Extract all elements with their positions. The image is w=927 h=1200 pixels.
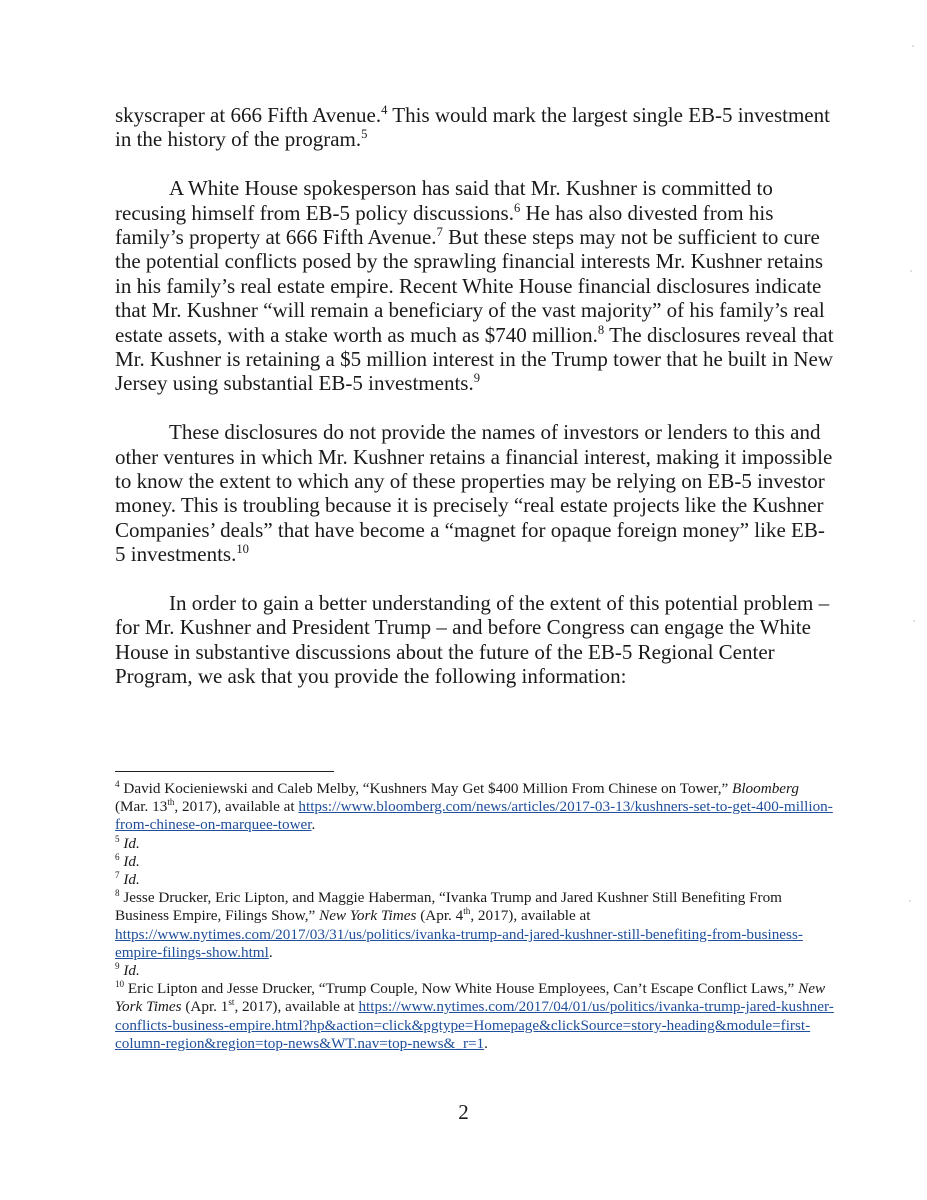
footnote-link[interactable]: https://www.nytimes.com/2017/04/01/us/politics/ivanka-trump-jared-kushner-conflicts-business-empire.html?hp&action=click&pgtype=Homepage&clickSource=story-heading&module=first-column-region&region=top-news&WT.nav=top-news&_r=1 (115, 998, 834, 1052)
footnote-text: . (268, 943, 273, 961)
footnote-separator (115, 771, 334, 772)
footnote-5 (115, 835, 835, 853)
footnote-text: , 2017), available at (174, 798, 299, 816)
footnote-10 (115, 980, 835, 1053)
publication-name: Bloomberg (732, 780, 799, 797)
footnote-ref-8: 8 (597, 322, 605, 337)
ordinal-suffix: th (167, 797, 175, 808)
footnote-9 (115, 962, 835, 980)
paragraph-text: He has also divested from his family’s property at 666 Fifth Avenue. (115, 200, 774, 250)
footnote-number: 10 (115, 979, 125, 990)
footnote-text: , 2017), available at (470, 907, 591, 925)
footnote-number: 9 (115, 960, 120, 971)
footnote-text: (Mar. 13 (115, 798, 168, 816)
footnote-7 (115, 871, 835, 889)
footnote-number: 8 (115, 888, 120, 899)
footnote-ref-4: 4 (381, 103, 388, 117)
publication-name: New York Times (115, 980, 826, 1016)
footnote-text: (Apr. 1 (181, 998, 229, 1016)
footnote-link[interactable]: https://www.bloomberg.com/news/articles/2017-03-13/kushners-set-to-get-400-million-from-chinese-on-marquee-tower (115, 798, 833, 834)
footnote-text: . (311, 816, 316, 834)
footnote-number: 6 (115, 851, 120, 862)
letter-body (115, 103, 835, 713)
scan-speck (913, 620, 915, 622)
footnote-ref-5: 5 (361, 127, 368, 142)
footnote-text: Jesse Drucker, Eric Lipton, and Maggie Haberman, “Ivanka Trump and Jared Kushner Still Benefiting From Business Empire, Filings Show,” (115, 889, 782, 925)
footnote-number: 7 (115, 869, 120, 880)
paragraph-text: These disclosures do not provide the names of investors or lenders to this and other ventures in which Mr. Kushner retains a financial interest, making it impossible to know the extent to which any of these properties may be relying on EB-5 investor money. This is troubling because it is precisely “real estate projects like the Kushner Companies’ deals” that have become a “magnet for opaque foreign money” like EB-5 investments. (115, 420, 833, 567)
footnote-4 (115, 780, 835, 835)
publication-name: New York Times (319, 907, 417, 925)
scan-speck (910, 270, 912, 272)
footnote-text: (Apr. 4 (416, 907, 464, 925)
paragraph-2 (115, 176, 835, 396)
footnote-text: Id. (123, 871, 140, 889)
ordinal-suffix: th (463, 906, 471, 917)
footnotes (115, 780, 835, 1053)
footnote-text: , 2017), available at (234, 998, 359, 1016)
paragraph-text: This would mark the largest single EB-5 investment in the history of the program. (115, 103, 830, 152)
paragraph-text: A White House spokesperson has said that Mr. Kushner is committed to recusing himself from EB-5 policy discussions. (115, 176, 773, 225)
footnote-text: David Kocieniewski and Caleb Melby, “Kushners May Get $400 Million From Chinese on Tower,” (119, 780, 733, 797)
footnote-6 (115, 853, 835, 871)
paragraph-text: skyscraper at 666 Fifth Avenue. (115, 103, 382, 127)
paragraph-text: The disclosures reveal that Mr. Kushner is retaining a $5 million interest in the Trump tower that he built in New Jersey using substantial EB-5 investments. (115, 322, 834, 396)
footnote-link[interactable]: https://www.nytimes.com/2017/03/31/us/politics/ivanka-trump-and-jared-kushner-still-benefiting-from-business-empire-filings-show.html (115, 925, 803, 961)
paragraph-text: But these steps may not be sufficient to cure the potential conflicts posed by the sprawling financial interests Mr. Kushner retains in his family’s real estate empire. Recent White House financial disclosures indicate that Mr. Kushner “will remain a beneficiary of the vast majority” of his family’s real estate assets, with a stake worth as much as $740 million. (115, 225, 825, 347)
footnote-text: Eric Lipton and Jesse Drucker, “Trump Couple, Now White House Employees, Can’t Escape Conflict Laws,” (124, 980, 799, 998)
scan-speck (912, 45, 914, 47)
footnote-text: Id. (123, 962, 140, 980)
paragraph-text: In order to gain a better understanding of the extent of this potential problem – for Mr. Kushner and President Trump – and before Congress can engage the White House in substantive discussions about the future of the EB-5 Regional Center Program, we ask that you provide the following information: (115, 591, 830, 689)
footnote-number: 4 (115, 778, 120, 789)
footnote-text: Id. (123, 852, 140, 870)
paragraph-3 (115, 420, 835, 566)
footnote-ref-7: 7 (436, 225, 443, 240)
footnote-text: . (484, 1034, 488, 1052)
paragraph-4 (115, 591, 835, 689)
footnote-8 (115, 889, 835, 962)
page-number: 2 (458, 1100, 469, 1124)
scan-speck (909, 900, 911, 902)
ordinal-suffix: st (228, 997, 235, 1008)
footnote-ref-10: 10 (236, 542, 249, 557)
footnote-ref-6: 6 (513, 200, 521, 215)
footnote-ref-9: 9 (473, 371, 481, 386)
paragraph-1 (115, 103, 835, 152)
footnote-text: Id. (123, 834, 140, 852)
footnote-number: 5 (115, 833, 120, 844)
